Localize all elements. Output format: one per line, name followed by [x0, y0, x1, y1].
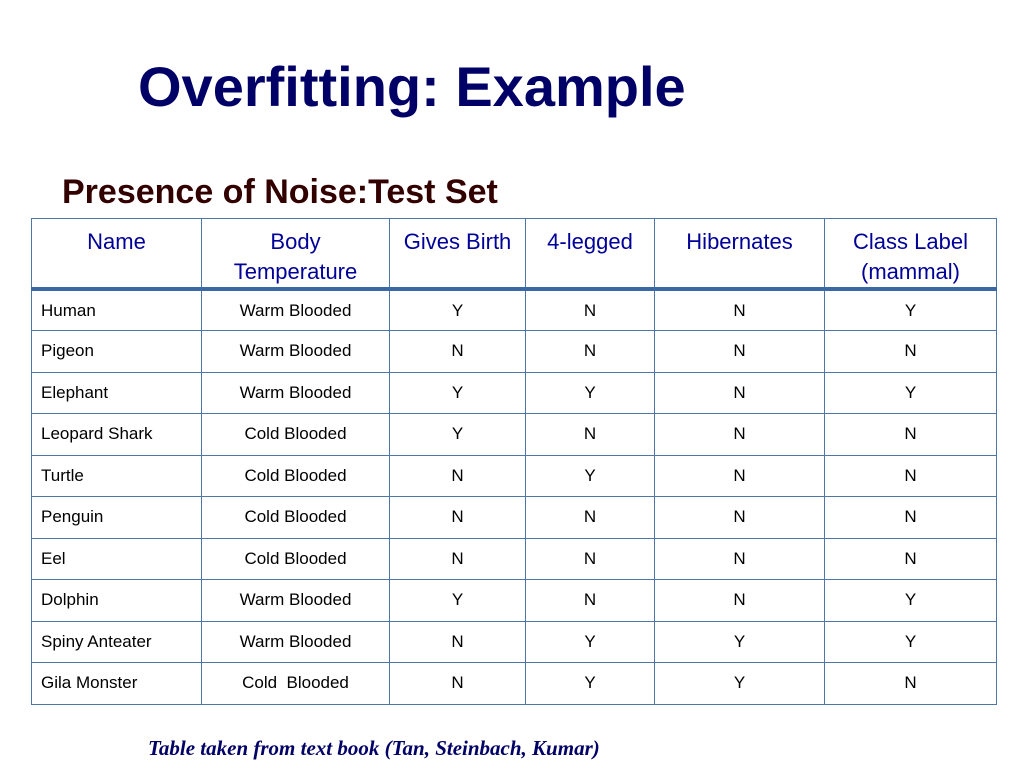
- cell-body-temperature: Cold Blooded: [202, 455, 390, 497]
- cell-name: Human: [32, 289, 202, 331]
- cell-class-label: N: [825, 414, 997, 456]
- cell-hibernates: N: [655, 414, 825, 456]
- table-row: [32, 331, 997, 373]
- cell-hibernates: N: [655, 372, 825, 414]
- header-row: [32, 219, 997, 290]
- slide-subtitle: Presence of Noise:Test Set: [62, 173, 498, 211]
- cell-class-label: Y: [825, 289, 997, 331]
- test-set-table: [31, 218, 997, 705]
- cell-4-legged: N: [526, 580, 655, 622]
- cell-hibernates: N: [655, 538, 825, 580]
- cell-gives-birth: Y: [390, 372, 526, 414]
- cell-class-label: N: [825, 455, 997, 497]
- header-body-temperature: Body Temperature: [202, 219, 390, 290]
- cell-body-temperature: Warm Blooded: [202, 621, 390, 663]
- table-row: [32, 580, 997, 622]
- cell-class-label: N: [825, 331, 997, 373]
- cell-gives-birth: N: [390, 663, 526, 705]
- slide-title: Overfitting: Example: [138, 55, 686, 118]
- cell-gives-birth: Y: [390, 289, 526, 331]
- table-row: [32, 414, 997, 456]
- header-4-legged: 4-legged: [526, 219, 655, 290]
- cell-body-temperature: Warm Blooded: [202, 331, 390, 373]
- cell-name: Gila Monster: [32, 663, 202, 705]
- cell-gives-birth: N: [390, 455, 526, 497]
- cell-body-temperature: Cold Blooded: [202, 497, 390, 539]
- cell-body-temperature: Warm Blooded: [202, 372, 390, 414]
- cell-name: Turtle: [32, 455, 202, 497]
- table-row: [32, 621, 997, 663]
- cell-gives-birth: N: [390, 621, 526, 663]
- cell-4-legged: Y: [526, 455, 655, 497]
- table-row: [32, 289, 997, 331]
- cell-class-label: Y: [825, 580, 997, 622]
- cell-4-legged: N: [526, 289, 655, 331]
- cell-name: Spiny Anteater: [32, 621, 202, 663]
- cell-4-legged: N: [526, 497, 655, 539]
- cell-4-legged: Y: [526, 663, 655, 705]
- cell-4-legged: Y: [526, 621, 655, 663]
- cell-class-label: N: [825, 663, 997, 705]
- cell-hibernates: Y: [655, 663, 825, 705]
- cell-body-temperature: Cold Blooded: [202, 538, 390, 580]
- cell-hibernates: N: [655, 497, 825, 539]
- table-row: [32, 372, 997, 414]
- cell-hibernates: Y: [655, 621, 825, 663]
- cell-class-label: N: [825, 538, 997, 580]
- cell-name: Pigeon: [32, 331, 202, 373]
- table-row: [32, 455, 997, 497]
- header-gives-birth: Gives Birth: [390, 219, 526, 290]
- cell-gives-birth: N: [390, 331, 526, 373]
- cell-hibernates: N: [655, 289, 825, 331]
- cell-gives-birth: Y: [390, 414, 526, 456]
- table-row: [32, 663, 997, 705]
- cell-4-legged: N: [526, 538, 655, 580]
- cell-class-label: N: [825, 497, 997, 539]
- cell-4-legged: N: [526, 331, 655, 373]
- table-row: [32, 497, 997, 539]
- cell-name: Leopard Shark: [32, 414, 202, 456]
- cell-gives-birth: N: [390, 538, 526, 580]
- cell-name: Penguin: [32, 497, 202, 539]
- cell-name: Eel: [32, 538, 202, 580]
- cell-hibernates: N: [655, 580, 825, 622]
- cell-class-label: Y: [825, 372, 997, 414]
- cell-body-temperature: Cold Blooded: [202, 414, 390, 456]
- cell-gives-birth: Y: [390, 580, 526, 622]
- header-class-label: Class Label (mammal): [825, 219, 997, 290]
- cell-name: Elephant: [32, 372, 202, 414]
- header-name: Name: [32, 219, 202, 290]
- cell-4-legged: N: [526, 414, 655, 456]
- header-hibernates: Hibernates: [655, 219, 825, 290]
- table-row: [32, 538, 997, 580]
- cell-gives-birth: N: [390, 497, 526, 539]
- cell-body-temperature: Warm Blooded: [202, 580, 390, 622]
- table-header: [32, 219, 997, 290]
- cell-class-label: Y: [825, 621, 997, 663]
- cell-body-temperature: Warm Blooded: [202, 289, 390, 331]
- source-caption: Table taken from text book (Tan, Steinbach, Kumar): [148, 736, 600, 760]
- cell-4-legged: Y: [526, 372, 655, 414]
- cell-hibernates: N: [655, 455, 825, 497]
- cell-hibernates: N: [655, 331, 825, 373]
- cell-name: Dolphin: [32, 580, 202, 622]
- table-body: [32, 289, 997, 704]
- cell-body-temperature: Cold Blooded: [202, 663, 390, 705]
